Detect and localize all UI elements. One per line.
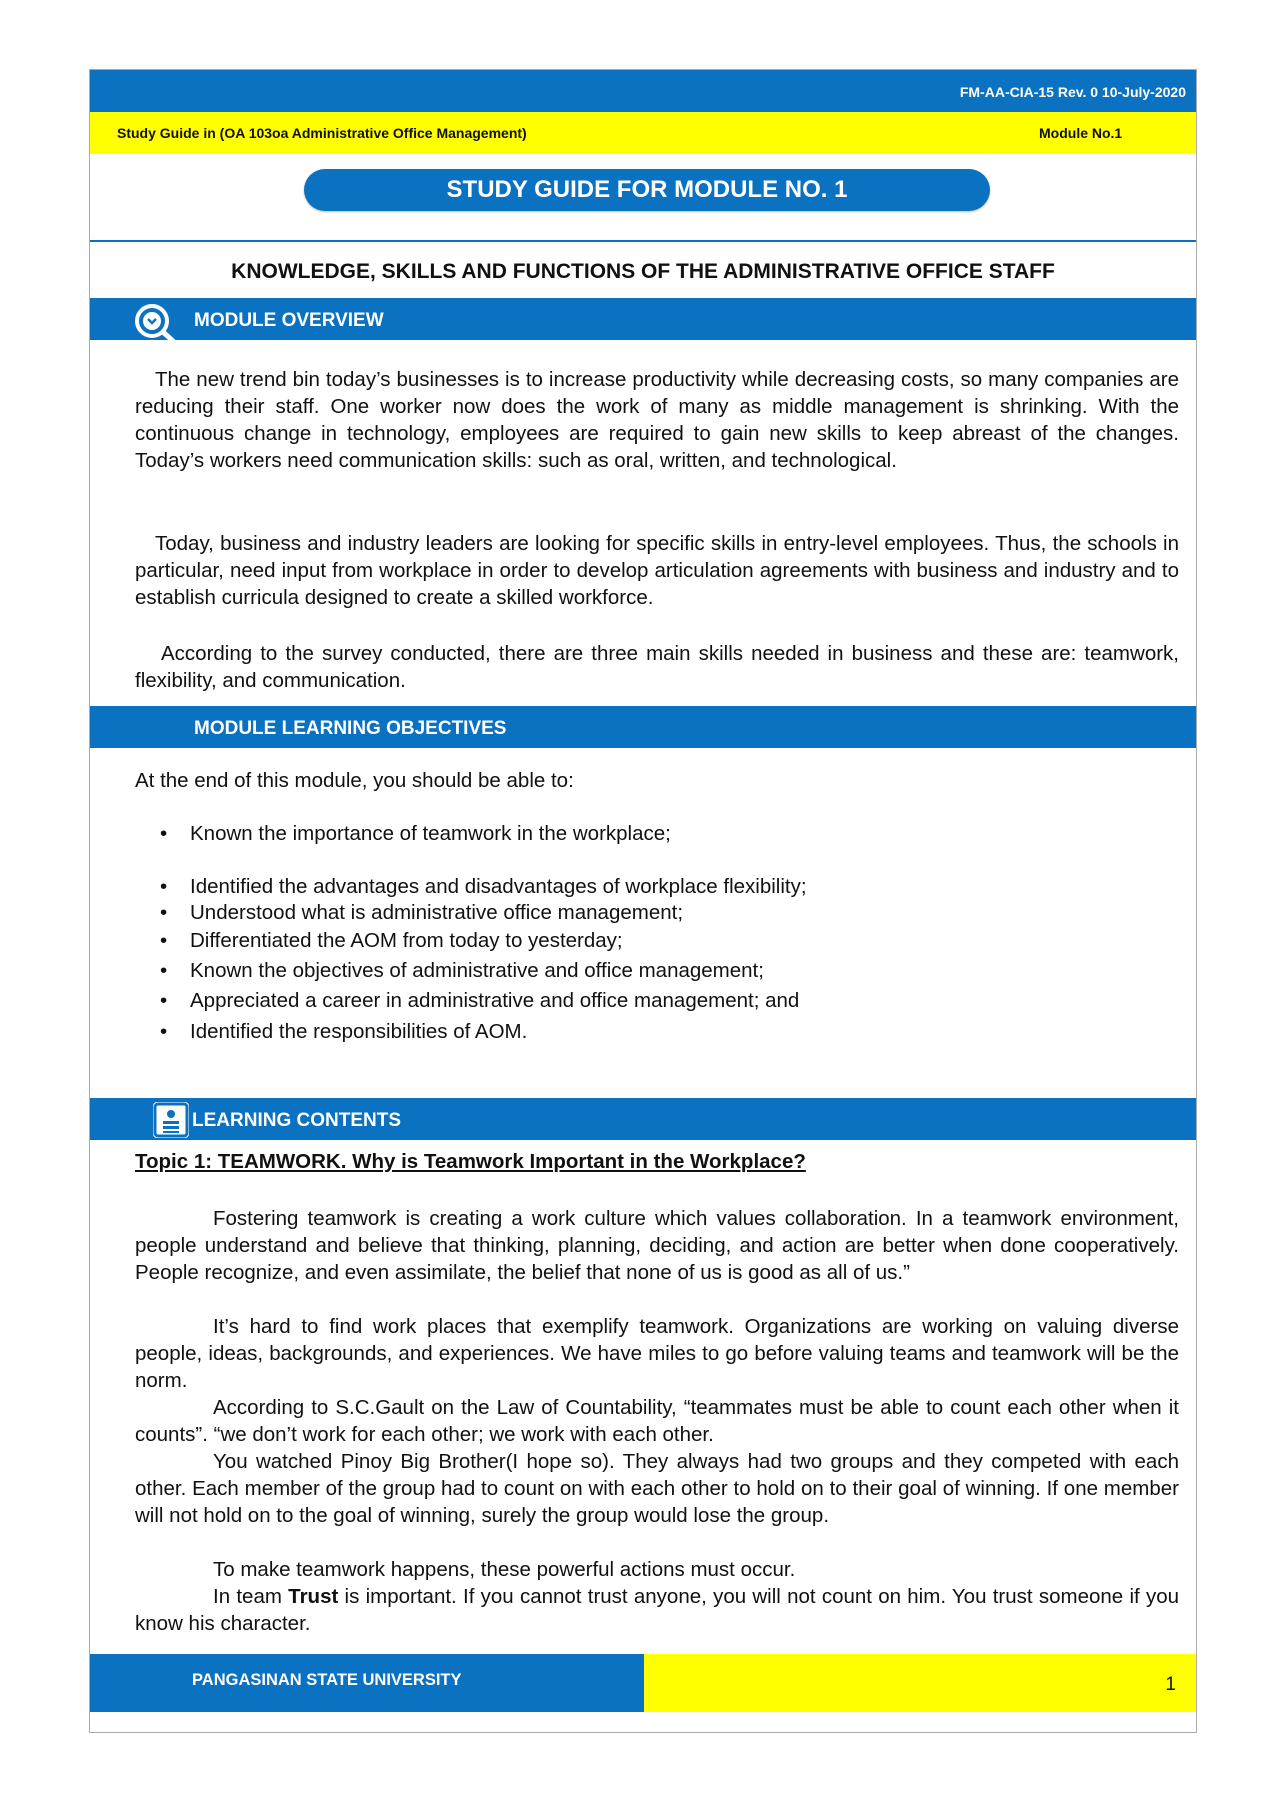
list-item: • Understood what is administrative office management;: [160, 901, 684, 924]
page-number: 1: [1165, 1674, 1176, 1695]
section-title: MODULE OVERVIEW: [194, 310, 384, 331]
search-icon: [132, 302, 180, 342]
document-icon: [153, 1102, 189, 1138]
content-paragraph: According to S.C.Gault on the Law of Countability, “teammates must be able to count each other when it counts”. “we don’t work for each other; we work with each other.: [135, 1396, 1179, 1446]
content-paragraph: Fostering teamwork is creating a work culture which values collaboration. In a teamwork environment, people understand and believe that thinking, planning, deciding, and action are better when done cooperatively. People recognize, and even assimilate, the belief that none of us is good as all of us.”: [135, 1207, 1179, 1284]
overview-paragraph: Today, business and industry leaders are looking for specific skills in entry-level employees. Thus, the schools in particular, need input from workplace in order to develop articulation agreements with business and industry and to establish curricula designed to create a skilled workforce.: [135, 532, 1179, 609]
list-item: • Known the importance of teamwork in the workplace;: [160, 822, 671, 845]
section-header-contents: [90, 1098, 1196, 1140]
list-item: • Identified the advantages and disadvantages of workplace flexibility;: [160, 875, 807, 898]
content-paragraph: In team Trust is important. If you cannot trust anyone, you will not count on him. You trust someone if you know his character.: [135, 1585, 1179, 1635]
objectives-intro: At the end of this module, you should be able to:: [135, 769, 574, 792]
trust-emphasis: Trust: [288, 1585, 339, 1608]
footer-bar: [90, 1654, 644, 1712]
divider: [90, 240, 1196, 242]
section-title: LEARNING CONTENTS: [192, 1110, 401, 1131]
form-code: FM-AA-CIA-15 Rev. 0 10-July-2020: [959, 84, 1186, 100]
course-bar: [90, 112, 1196, 154]
list-item: • Appreciated a career in administrative and office management; and: [160, 989, 800, 1012]
overview-paragraph: According to the survey conducted, there are three main skills needed in business and these are: teamwork, flexibility, and communication.: [135, 642, 1179, 692]
module-number: Module No.1: [1039, 125, 1123, 141]
section-title: MODULE LEARNING OBJECTIVES: [194, 718, 507, 739]
page-title: KNOWLEDGE, SKILLS AND FUNCTIONS OF THE ADMINISTRATIVE OFFICE STAFF: [231, 260, 1055, 283]
university-name: PANGASINAN STATE UNIVERSITY: [192, 1671, 462, 1689]
content-paragraph: It’s hard to find work places that exemplify teamwork. Organizations are working on valuing diverse people, ideas, backgrounds, and experiences. We have miles to go before valuing teams and teamwork will be the norm.: [135, 1315, 1179, 1392]
header-bar: [90, 70, 1196, 112]
list-item: • Identified the responsibilities of AOM.: [160, 1020, 528, 1043]
topic-heading: Topic 1: TEAMWORK. Why is Teamwork Important in the Workplace?: [135, 1150, 806, 1173]
footer-page-area: [644, 1654, 1196, 1712]
document-page: [89, 69, 1197, 1733]
section-header-overview: [90, 298, 1196, 340]
list-item: • Differentiated the AOM from today to yesterday;: [160, 929, 623, 952]
section-header-objectives: [90, 706, 1196, 748]
study-guide-banner: STUDY GUIDE FOR MODULE NO. 1: [304, 169, 990, 211]
list-item: • Known the objectives of administrative and office management;: [160, 959, 764, 982]
course-title: Study Guide in (OA 103oa Administrative Office Management): [117, 125, 527, 141]
content-paragraph: You watched Pinoy Big Brother(I hope so). They always had two groups and they competed with each other. Each member of the group had to count on with each other to hold on to their goal of winning. If one member will not hold on to the goal of winning, surely the group would lose the group.: [135, 1450, 1179, 1527]
content-paragraph: To make teamwork happens, these powerful actions must occur.: [213, 1558, 796, 1581]
overview-paragraph: The new trend bin today’s businesses is to increase productivity while decreasing costs, so many companies are reducing their staff. One worker now does the work of many as middle management is shrinking. With the continuous change in technology, employees are required to gain new skills to keep abreast of the changes. Today’s workers need communication skills: such as oral, written, and technological.: [135, 368, 1179, 472]
